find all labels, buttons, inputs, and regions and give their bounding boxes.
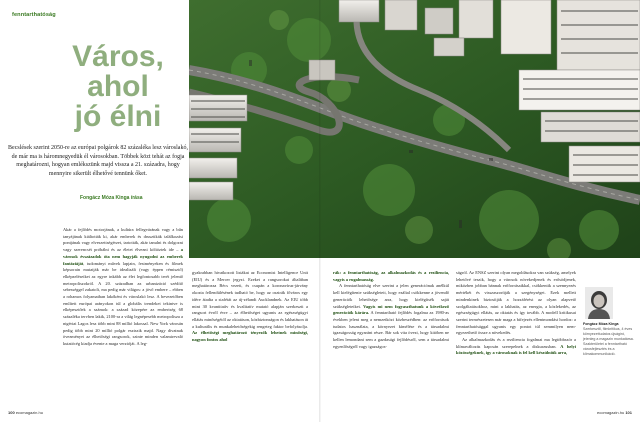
text-run: A fenntartható fejlődés fogalma az 1980-as években jelent meg a nemzetközi közbeszédben: az erőforrások tudatos használata, a környezet kímélése és a társadalmi igazságosság egyaránt része. Bár sok vita övezi, hogy kitöben ne kellen lemondani sem a gazdasági fejlődésről, sem a társadalmi egyenlőségről vagy igazságos- xyxy=(333,310,449,349)
text-run: gyakrabban hivatkozott listákat az Economist Intelligence Unit (EIU) és a Mercer jegyzi. Ezeket a rangsorokat általában meghatározza Bécs vezeti, és csupán a koronavírus-járvány okozta fellendülésének tudható be, hogy az osztrák főváros egy idére átadta a stafétát az új-zélandi Aucklandnek. Az EIU több mint 30 kvantitatív és kvalitatív mutató alapján szerkeszti a rangsort évről évre – az élhetőséget ugyanis az egészségügyi ellátás minőségétől az oktatáson, közbiztonságon és lakhatáson át a kulturális és munkalehetőségekig rengeteg faktor befolyásolja. xyxy=(192,270,308,329)
emphasis-run: Az élhetőségi meghatározó tényezők lehetnek minőségi, nagyon fontos ahol xyxy=(192,330,308,343)
author-byline: Fongácz Móza Kinga írása xyxy=(80,195,143,201)
headline-line-1: Város, xyxy=(72,40,164,73)
page-fold xyxy=(319,0,321,422)
paragraph xyxy=(63,227,183,348)
text-run: , tudományt művek lapjain, festményeken és filmek képsorain mutatják már be idealizált (vagy éppen rémisztő) elképzeléseiket az egyre inkább az élet legfontosabb terét jelentő metropoliszokról. A 20. században az urbanizáció szédítő sebességgel zakatolt, ma pedig már világos: a jövő embere – ebben a rohamos folyamatban lakóként és városlakó lesz. A bevezetőben említett európai arányokon túl a globális trendeket tekintve is elképesztőek a számok: a század közepére az emberiség 68 százaléka tervben lakik, 2100-ra a világ legnépesebb metropolisza a nigériai Lagos lesz több mint 88 millió lakossal. New York városán pedig több mint 20 millió polgár esztszik majd. Nagy divatnak övezményei az élhetőségi rangsorok, szinte minden valamirevaló kutatócég kiadja évente a maga verzióját. A leg- xyxy=(63,260,183,346)
section-rubric: fenntarthatóság xyxy=(12,12,56,18)
left-page-folio xyxy=(8,410,43,415)
emphasis-run: A helyi közösségeknek, így a városoknak is fel kell készülniük arra, xyxy=(456,343,576,356)
left-page-site: ecomagazin.hu xyxy=(15,410,43,415)
caption-name: Fongácz Móza Kinga xyxy=(583,322,619,326)
text-run: Az alkalmazkodás és a reziliencia fogalmai ma legtöbbször a klímaváltozás kapcsán szerepelnek a diskurzusban. xyxy=(456,337,576,349)
article-headline xyxy=(48,42,188,132)
body-column-1 xyxy=(63,227,183,407)
right-page-number: 101 xyxy=(625,410,632,415)
paragraph xyxy=(333,283,449,350)
body-column-2 xyxy=(192,270,308,407)
text-run: Akár a fejlődés motorjának, a kultúra fellegvárának vagy a bűn tanyájának kiáltották ki, akár emberek és drusztikák találkozási pontjának vagy elveszettségérzet, tartották, akár tanulni és dolgozni vagy szerencsét próbálni és az életet élvezni költöztek ide – xyxy=(63,227,183,253)
author-caption xyxy=(583,322,635,357)
paragraph xyxy=(456,270,576,337)
headline-line-2: ahol xyxy=(87,70,149,103)
body-column-3 xyxy=(333,270,449,407)
emphasis-run: Vagyis mi nem fogyaszthatunk a következő generációk kárára. xyxy=(333,303,449,316)
right-page-site: ecomagazin.hu xyxy=(597,410,625,415)
author-portrait xyxy=(585,287,613,319)
text-run: A fenntarthatóság elve szerint a jelen generációnak anélkül kell kielégítenie szükségleteit, hogy ezáltal csökkenne a jövendő generációk lehetősége arra, hogy kielégítsék saját szükségleteiket. xyxy=(333,283,449,309)
headline-line-3: jó élni xyxy=(74,100,162,133)
emphasis-run: rák: a fenntarthatóság, az alkalmazkodás és a reziliencia, vagyis a rugalmasság. xyxy=(333,270,449,282)
emphasis-run: a városok évszázadok óta nem hagyják nyugodni az emberek fantáziáját xyxy=(63,247,183,266)
right-page-folio xyxy=(597,410,632,415)
paragraph xyxy=(456,337,576,357)
paragraph xyxy=(192,270,308,344)
aerial-city-photo xyxy=(189,0,640,258)
caption-text: Szerkesztő, filmkritikus, 4 éves környezettudatos újságíró, jelenleg a magazin munkatársa. Szakterületei a fenntartható városfejlesztés és a klímakommunikáció. xyxy=(583,327,634,356)
body-column-4 xyxy=(456,270,576,407)
lead-paragraph: Becslések szerint 2050-re az európai polgárok 82 százaléka lesz városlakó, de már ma is háromnegyedük él városokban. Többek közt tehát az fogja meghatározni, hogyan emlékszünk majd vissza a 21. századra, hogy mennyire sikerült élhetővé tennünk őket. xyxy=(8,145,188,177)
left-page-number: 100 xyxy=(8,410,15,415)
paragraph xyxy=(333,270,449,283)
text-run: ságról. Az ENSZ szerint olyan megoldásokra van szükség, amelyek lehetővé teszik, hogy a városok növekedjenek és erősödjenek, miközben jobban bánnak erőforrásaikkal, csökkentik a szennyezés mértékét és visszaszorítják a szegénységet. Ezek mellett mindenkinek biztosítják a hozzáférést az olyan alapvető szolgáltatásokhoz, mint a lakhatás, az energia, a közlekedés, az egészségügyi ellátás, az oktatás és így tovább. A modell kritikusai szerint természetesen már maga a bifejezés ellentmondást hordoz: a fenntarthatósággal ugyanis egy pontot túl semmilyen nem-egyezethető össze a növekedés. xyxy=(456,270,576,336)
